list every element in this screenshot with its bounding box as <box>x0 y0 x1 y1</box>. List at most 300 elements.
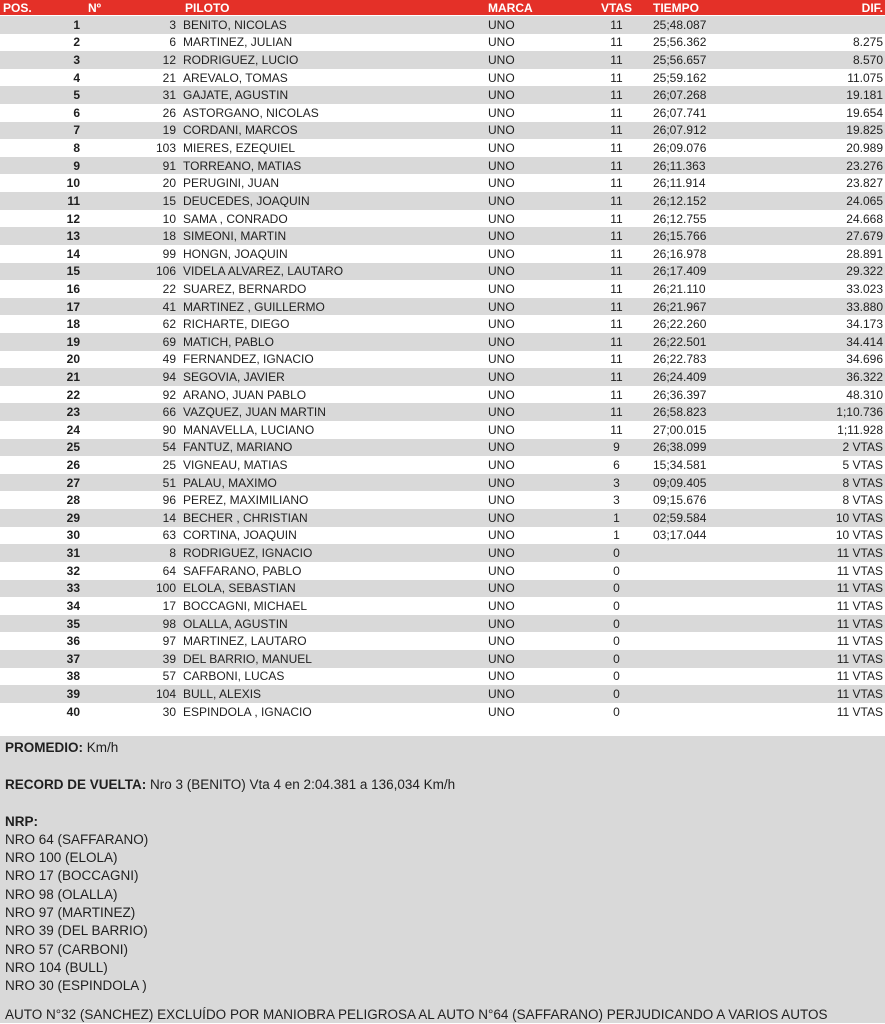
table-row <box>0 34 885 52</box>
cell-brand: UNO <box>488 54 515 67</box>
cell-time: 25;59.162 <box>653 71 707 84</box>
lap-record-value: Nro 3 (BENITO) Vta 4 en 2:04.381 a 136,034 Km/h <box>146 776 456 792</box>
lap-record-label: RECORD DE VUELTA: <box>5 776 147 792</box>
cell-brand: UNO <box>488 282 515 295</box>
cell-driver: BOCCAGNI, MICHAEL <box>183 599 308 612</box>
cell-time: 26;21.110 <box>653 282 706 295</box>
cell-car-number: 103 <box>155 142 176 155</box>
cell-pos: 36 <box>66 635 80 648</box>
cell-gap: 11 VTAS <box>836 635 883 648</box>
cell-gap: 1;11.928 <box>837 423 883 436</box>
cell-time: 27;00.015 <box>653 423 707 436</box>
cell-car-number: 69 <box>162 335 176 348</box>
cell-car-number: 39 <box>162 652 176 665</box>
cell-driver: RODRIGUEZ, IGNACIO <box>183 547 313 560</box>
nrp-item: NRO 100 (ELOLA) <box>5 850 118 866</box>
cell-driver: CORTINA, JOAQUIN <box>183 529 297 542</box>
table-row <box>0 51 885 69</box>
cell-car-number: 20 <box>162 177 176 190</box>
cell-pos: 28 <box>66 494 80 507</box>
cell-car-number: 6 <box>169 36 176 49</box>
cell-brand: UNO <box>488 635 515 648</box>
cell-pos: 6 <box>73 106 80 119</box>
cell-car-number: 26 <box>162 106 176 119</box>
cell-brand: UNO <box>488 476 515 489</box>
cell-laps: 0 <box>613 670 620 683</box>
exclusion-note: AUTO N°32 (SANCHEZ) EXCLUÍDO POR MANIOBRA PELIGROSA AL AUTO N°64 (SAFFARANO) PERJUDICANDO A VARIOS AUTOS <box>5 1006 828 1022</box>
cell-pos: 34 <box>66 599 80 612</box>
cell-laps: 11 <box>610 423 623 436</box>
cell-driver: PERUGINI, JUAN <box>183 177 280 190</box>
cell-brand: UNO <box>488 335 515 348</box>
table-row <box>0 333 885 351</box>
cell-car-number: 66 <box>162 406 176 419</box>
cell-car-number: 12 <box>162 54 176 67</box>
cell-car-number: 90 <box>162 423 176 436</box>
cell-laps: 11 <box>610 247 623 260</box>
cell-laps: 11 <box>610 36 623 49</box>
cell-car-number: 62 <box>162 318 176 331</box>
cell-car-number: 98 <box>162 617 176 630</box>
cell-brand: UNO <box>488 406 515 419</box>
cell-time: 26;09.076 <box>653 142 707 155</box>
cell-laps: 9 <box>613 441 620 454</box>
cell-pos: 31 <box>66 547 80 560</box>
cell-driver: VIGNEAU, MATIAS <box>183 459 288 472</box>
nrp-label: NRP: <box>5 813 38 829</box>
cell-brand: UNO <box>488 564 515 577</box>
cell-brand: UNO <box>488 142 515 155</box>
cell-laps: 11 <box>610 335 623 348</box>
cell-brand: UNO <box>488 617 515 630</box>
cell-laps: 0 <box>613 652 620 665</box>
cell-time: 09;15.676 <box>653 494 707 507</box>
cell-brand: UNO <box>488 265 515 278</box>
cell-time: 26;07.741 <box>653 106 707 119</box>
cell-laps: 0 <box>613 582 620 595</box>
cell-brand: UNO <box>488 687 515 700</box>
cell-laps: 11 <box>610 388 623 401</box>
cell-pos: 17 <box>66 300 80 313</box>
cell-laps: 11 <box>610 106 623 119</box>
cell-time: 26;22.260 <box>653 318 707 331</box>
table-row <box>0 245 885 263</box>
cell-brand: UNO <box>488 300 515 313</box>
average-speed-label: PROMEDIO: <box>5 740 84 756</box>
cell-car-number: 51 <box>162 476 176 489</box>
cell-pos: 12 <box>66 212 80 225</box>
cell-laps: 11 <box>610 406 623 419</box>
cell-time: 26;24.409 <box>653 370 707 383</box>
column-header-time: TIEMPO <box>653 1 700 14</box>
cell-gap: 11 VTAS <box>836 582 883 595</box>
cell-laps: 11 <box>610 353 623 366</box>
table-row <box>0 192 885 210</box>
cell-car-number: 41 <box>162 300 176 313</box>
table-row <box>0 439 885 457</box>
cell-pos: 23 <box>66 406 80 419</box>
cell-brand: UNO <box>488 212 515 225</box>
cell-brand: UNO <box>488 547 515 560</box>
cell-gap: 19.654 <box>846 106 883 119</box>
cell-car-number: 22 <box>162 282 176 295</box>
cell-gap: 19.825 <box>846 124 883 137</box>
cell-car-number: 54 <box>162 441 176 454</box>
table-row <box>0 650 885 668</box>
cell-pos: 37 <box>66 652 80 665</box>
cell-pos: 38 <box>66 670 80 683</box>
cell-car-number: 91 <box>162 159 176 172</box>
cell-gap: 8 VTAS <box>842 476 883 489</box>
cell-laps: 11 <box>610 18 623 31</box>
average-speed-line <box>5 739 885 757</box>
table-row <box>0 210 885 228</box>
cell-pos: 29 <box>66 511 80 524</box>
cell-time: 26;07.268 <box>653 89 707 102</box>
cell-laps: 11 <box>610 194 623 207</box>
cell-driver: HONGN, JOAQUIN <box>183 247 288 260</box>
cell-driver: MARTINEZ, JULIAN <box>183 36 293 49</box>
cell-driver: SUAREZ, BERNARDO <box>183 282 307 295</box>
cell-time: 26;11.363 <box>653 159 706 172</box>
cell-laps: 11 <box>610 212 623 225</box>
cell-gap: 34.414 <box>846 335 883 348</box>
cell-driver: PALAU, MAXIMO <box>183 476 277 489</box>
cell-pos: 8 <box>73 142 80 155</box>
cell-pos: 13 <box>66 230 80 243</box>
cell-brand: UNO <box>488 494 515 507</box>
nrp-item: NRO 64 (SAFFARANO) <box>5 831 149 847</box>
cell-gap: 11 VTAS <box>836 705 883 718</box>
table-row <box>0 456 885 474</box>
cell-brand: UNO <box>488 353 515 366</box>
cell-driver: BULL, ALEXIS <box>183 687 262 700</box>
nrp-list <box>5 831 885 996</box>
cell-driver: TORREANO, MATIAS <box>183 159 302 172</box>
cell-pos: 11 <box>67 194 80 207</box>
cell-car-number: 97 <box>162 635 176 648</box>
cell-laps: 0 <box>613 705 620 718</box>
cell-gap: 34.173 <box>846 318 883 331</box>
cell-car-number: 94 <box>162 370 176 383</box>
average-speed-value: Km/h <box>83 740 119 756</box>
cell-gap: 8.275 <box>852 36 883 49</box>
table-row <box>0 280 885 298</box>
table-row <box>0 69 885 87</box>
cell-driver: MANAVELLA, LUCIANO <box>183 423 315 436</box>
cell-gap: 23.827 <box>846 177 883 190</box>
cell-pos: 26 <box>66 459 80 472</box>
cell-gap: 24.065 <box>846 194 883 207</box>
cell-gap: 11.075 <box>847 71 883 84</box>
cell-time: 26;07.912 <box>653 124 707 137</box>
cell-brand: UNO <box>488 705 515 718</box>
cell-gap: 8.570 <box>852 54 883 67</box>
cell-driver: ESPINDOLA , IGNACIO <box>183 705 312 718</box>
cell-laps: 11 <box>610 318 623 331</box>
cell-gap: 34.696 <box>846 353 883 366</box>
cell-gap: 28.891 <box>846 247 883 260</box>
cell-laps: 0 <box>613 599 620 612</box>
results-rows <box>0 16 885 720</box>
cell-laps: 11 <box>610 177 623 190</box>
cell-brand: UNO <box>488 194 515 207</box>
cell-pos: 33 <box>66 582 80 595</box>
table-row <box>0 668 885 686</box>
cell-pos: 15 <box>66 265 80 278</box>
cell-laps: 11 <box>610 282 623 295</box>
cell-brand: UNO <box>488 529 515 542</box>
cell-gap: 5 VTAS <box>842 459 883 472</box>
cell-pos: 3 <box>73 54 80 67</box>
table-row <box>0 509 885 527</box>
cell-time: 25;56.657 <box>653 54 707 67</box>
cell-gap: 27.679 <box>846 230 883 243</box>
cell-pos: 32 <box>66 564 80 577</box>
table-row <box>0 421 885 439</box>
cell-driver: FANTUZ, MARIANO <box>183 441 293 454</box>
cell-driver: GAJATE, AGUSTIN <box>183 89 289 102</box>
cell-car-number: 64 <box>162 564 176 577</box>
cell-brand: UNO <box>488 388 515 401</box>
cell-brand: UNO <box>488 106 515 119</box>
cell-driver: VIDELA ALVAREZ, LAUTARO <box>183 265 344 278</box>
cell-car-number: 31 <box>162 89 176 102</box>
cell-pos: 5 <box>73 89 80 102</box>
cell-driver: SIMEONI, MARTIN <box>183 230 287 243</box>
table-row <box>0 386 885 404</box>
cell-pos: 24 <box>66 423 80 436</box>
cell-driver: MATICH, PABLO <box>183 335 274 348</box>
cell-gap: 11 VTAS <box>836 617 883 630</box>
nrp-item: NRO 30 (ESPINDOLA ) <box>5 978 147 994</box>
cell-driver: BECHER , CHRISTIAN <box>183 511 308 524</box>
cell-brand: UNO <box>488 318 515 331</box>
cell-gap: 11 VTAS <box>836 652 883 665</box>
cell-brand: UNO <box>488 459 515 472</box>
column-header-brand: MARCA <box>488 1 533 14</box>
cell-gap: 10 VTAS <box>835 511 883 524</box>
cell-gap: 36.322 <box>846 370 883 383</box>
cell-brand: UNO <box>488 582 515 595</box>
cell-brand: UNO <box>488 370 515 383</box>
cell-time: 26;17.409 <box>653 265 707 278</box>
cell-car-number: 14 <box>162 511 176 524</box>
cell-laps: 11 <box>610 230 623 243</box>
cell-driver: PEREZ, MAXIMILIANO <box>183 494 309 507</box>
cell-gap: 33.023 <box>846 282 883 295</box>
cell-gap: 11 VTAS <box>836 547 883 560</box>
cell-gap: 29.322 <box>846 265 883 278</box>
cell-pos: 40 <box>66 705 80 718</box>
table-row <box>0 16 885 34</box>
cell-driver: DEUCEDES, JOAQUIN <box>183 194 310 207</box>
cell-gap: 24.668 <box>846 212 883 225</box>
cell-pos: 14 <box>66 247 80 260</box>
cell-laps: 3 <box>613 476 620 489</box>
cell-gap: 20.989 <box>846 142 883 155</box>
cell-car-number: 21 <box>162 71 176 84</box>
cell-time: 26;12.152 <box>653 194 707 207</box>
cell-driver: ASTORGANO, NICOLAS <box>183 106 319 119</box>
column-header-pos: POS. <box>3 1 32 14</box>
cell-time: 25;56.362 <box>653 36 707 49</box>
cell-pos: 39 <box>66 687 80 700</box>
cell-pos: 35 <box>66 617 80 630</box>
cell-brand: UNO <box>488 423 515 436</box>
cell-car-number: 18 <box>162 230 176 243</box>
cell-car-number: 63 <box>162 529 176 542</box>
cell-laps: 11 <box>610 71 623 84</box>
column-header-gap: DIF. <box>861 1 883 14</box>
results-header <box>0 0 885 15</box>
cell-pos: 20 <box>66 353 80 366</box>
table-row <box>0 615 885 633</box>
cell-car-number: 100 <box>155 582 176 595</box>
table-row <box>0 139 885 157</box>
cell-car-number: 106 <box>155 265 176 278</box>
nrp-item: NRO 98 (OLALLA) <box>5 886 118 902</box>
cell-gap: 10 VTAS <box>835 529 883 542</box>
cell-brand: UNO <box>488 230 515 243</box>
cell-time: 26;22.783 <box>653 353 707 366</box>
results-footer <box>0 736 885 1023</box>
cell-laps: 11 <box>610 54 623 67</box>
cell-time: 26;22.501 <box>653 335 707 348</box>
cell-laps: 1 <box>613 511 620 524</box>
cell-driver: AREVALO, TOMAS <box>183 71 288 84</box>
table-row <box>0 227 885 245</box>
nrp-heading <box>5 813 885 831</box>
cell-car-number: 96 <box>162 494 176 507</box>
cell-car-number: 49 <box>162 353 176 366</box>
spacer <box>5 758 885 776</box>
cell-gap: 2 VTAS <box>842 441 883 454</box>
cell-brand: UNO <box>488 599 515 612</box>
table-row <box>0 527 885 545</box>
table-row <box>0 263 885 281</box>
table-row <box>0 685 885 703</box>
cell-brand: UNO <box>488 18 515 31</box>
cell-driver: SAFFARANO, PABLO <box>183 564 302 577</box>
table-row <box>0 157 885 175</box>
cell-pos: 22 <box>66 388 80 401</box>
cell-car-number: 104 <box>155 687 176 700</box>
table-row <box>0 351 885 369</box>
cell-driver: CORDANI, MARCOS <box>183 124 298 137</box>
cell-laps: 11 <box>610 159 623 172</box>
table-row <box>0 298 885 316</box>
cell-laps: 0 <box>613 687 620 700</box>
cell-driver: SAMA , CONRADO <box>183 212 288 225</box>
cell-driver: ARANO, JUAN PABLO <box>183 388 307 401</box>
column-header-car-number: Nº <box>88 1 102 14</box>
cell-time: 02;59.584 <box>653 511 707 524</box>
cell-time: 26;36.397 <box>653 388 707 401</box>
nrp-item: NRO 97 (MARTINEZ) <box>5 905 136 921</box>
table-row <box>0 544 885 562</box>
cell-pos: 21 <box>66 370 80 383</box>
cell-brand: UNO <box>488 36 515 49</box>
cell-driver: SEGOVIA, JAVIER <box>183 370 285 383</box>
cell-time: 26;12.755 <box>653 212 707 225</box>
cell-time: 09;09.405 <box>653 476 707 489</box>
cell-driver: ELOLA, SEBASTIAN <box>183 582 296 595</box>
table-row <box>0 403 885 421</box>
cell-car-number: 3 <box>169 18 176 31</box>
table-row <box>0 122 885 140</box>
cell-pos: 9 <box>73 159 80 172</box>
cell-time: 26;11.914 <box>653 177 706 190</box>
table-row <box>0 703 885 721</box>
cell-pos: 30 <box>66 529 80 542</box>
cell-car-number: 10 <box>162 212 176 225</box>
cell-driver: DEL BARRIO, MANUEL <box>183 652 312 665</box>
cell-brand: UNO <box>488 441 515 454</box>
cell-laps: 11 <box>610 300 623 313</box>
table-row <box>0 368 885 386</box>
cell-laps: 0 <box>613 635 620 648</box>
cell-laps: 0 <box>613 547 620 560</box>
cell-car-number: 57 <box>162 670 176 683</box>
cell-driver: CARBONI, LUCAS <box>183 670 285 683</box>
cell-brand: UNO <box>488 124 515 137</box>
cell-driver: MARTINEZ, LAUTARO <box>183 635 307 648</box>
cell-driver: MIERES, EZEQUIEL <box>183 142 296 155</box>
cell-car-number: 17 <box>162 599 176 612</box>
cell-car-number: 25 <box>162 459 176 472</box>
cell-gap: 33.880 <box>846 300 883 313</box>
cell-brand: UNO <box>488 511 515 524</box>
cell-gap: 48.310 <box>846 388 883 401</box>
table-row <box>0 632 885 650</box>
cell-time: 03;17.044 <box>653 529 707 542</box>
cell-driver: RODRIGUEZ, LUCIO <box>183 54 299 67</box>
cell-laps: 11 <box>610 89 623 102</box>
cell-brand: UNO <box>488 652 515 665</box>
cell-time: 26;15.766 <box>653 230 707 243</box>
cell-laps: 6 <box>613 459 620 472</box>
cell-car-number: 92 <box>162 388 176 401</box>
cell-laps: 11 <box>610 142 623 155</box>
cell-driver: MARTINEZ , GUILLERMO <box>183 300 325 313</box>
cell-pos: 27 <box>66 476 80 489</box>
cell-laps: 11 <box>610 265 623 278</box>
cell-driver: RICHARTE, DIEGO <box>183 318 290 331</box>
table-row <box>0 474 885 492</box>
cell-pos: 1 <box>73 18 80 31</box>
column-header-laps: VTAS <box>600 1 633 14</box>
cell-laps: 1 <box>613 529 620 542</box>
spacer <box>5 794 885 812</box>
cell-pos: 4 <box>73 71 80 84</box>
cell-driver: BENITO, NICOLAS <box>183 18 287 31</box>
nrp-item: NRO 17 (BOCCAGNI) <box>5 868 139 884</box>
table-row <box>0 174 885 192</box>
cell-gap: 19.181 <box>846 89 883 102</box>
cell-car-number: 99 <box>162 247 176 260</box>
cell-gap: 1;10.736 <box>836 406 883 419</box>
cell-time: 26;38.099 <box>653 441 707 454</box>
cell-brand: UNO <box>488 247 515 260</box>
lap-record-line <box>5 776 885 794</box>
cell-time: 26;21.967 <box>653 300 707 313</box>
cell-car-number: 30 <box>162 705 176 718</box>
cell-pos: 2 <box>73 36 80 49</box>
nrp-item: NRO 39 (DEL BARRIO) <box>5 923 148 939</box>
spacer <box>5 996 885 1006</box>
column-header-driver: PILOTO <box>185 1 230 14</box>
